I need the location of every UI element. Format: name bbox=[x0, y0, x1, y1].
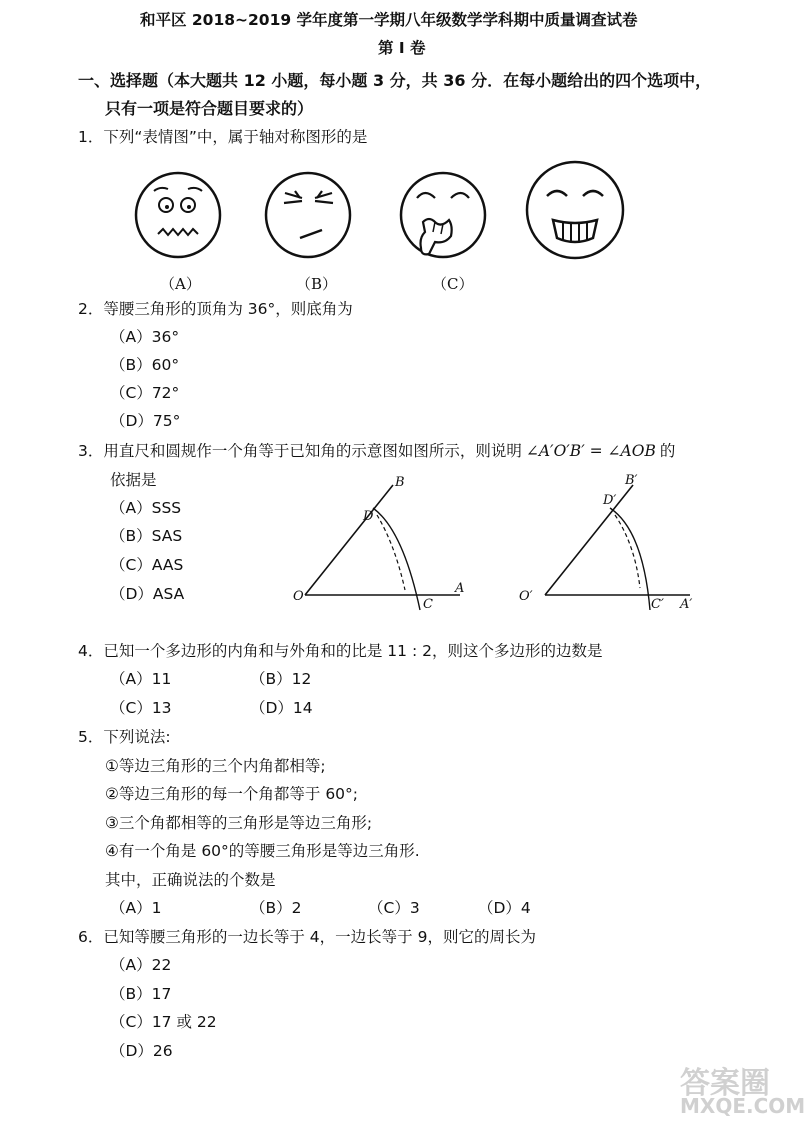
label-a: A bbox=[455, 581, 465, 596]
q5-option-c: （C）3 bbox=[368, 899, 420, 917]
q4-option-b: （B）12 bbox=[250, 670, 312, 688]
question-1-stem: 1．下列“表情图”中，属于轴对称图形的是 bbox=[78, 128, 368, 146]
q5-statement-3: ③三个角都相等的三角形是等边三角形; bbox=[105, 814, 373, 832]
q5-option-b: （B）2 bbox=[250, 899, 302, 917]
section-heading-line2: 只有一项是符合题目要求的） bbox=[105, 99, 314, 118]
question-6-stem: 6．已知等腰三角形的一边长等于 4，一边长等于 9，则它的周长为 bbox=[78, 928, 536, 946]
angle-aob-figure bbox=[293, 475, 464, 612]
q3-stem-math: ∠A′O′B′ = ∠AOB bbox=[525, 442, 656, 460]
question-5-stem: 5．下列说法: bbox=[78, 728, 171, 746]
watermark-url: MXQE.COM bbox=[680, 1094, 806, 1118]
squinting-face-icon bbox=[266, 173, 350, 257]
q5-option-a: （A）1 bbox=[110, 899, 162, 917]
q2-option-c: （C）72° bbox=[110, 384, 180, 402]
q1-caption-a: （A） bbox=[160, 275, 201, 293]
q4-option-c: （C）13 bbox=[110, 699, 172, 717]
q3-option-b: （B）SAS bbox=[110, 527, 183, 545]
q6-option-a: （A）22 bbox=[110, 956, 172, 974]
q4-option-a: （A）11 bbox=[110, 670, 172, 688]
question-2-stem: 2．等腰三角形的顶角为 36°，则底角为 bbox=[78, 300, 353, 318]
q1-caption-b: （B） bbox=[296, 275, 338, 293]
label-b: B bbox=[395, 475, 405, 490]
q4-option-d: （D）14 bbox=[250, 699, 313, 717]
worried-face-icon bbox=[136, 173, 220, 257]
label-d-prime: D′ bbox=[603, 493, 617, 508]
q6-option-b: （B）17 bbox=[110, 985, 172, 1003]
section-heading-line1: 一、选择题（本大题共 12 小题，每小题 3 分，共 36 分．在每小题给出的四个选项中， bbox=[78, 71, 712, 90]
q5-statement-1: ①等边三角形的三个内角都相等; bbox=[105, 757, 326, 775]
label-o: O bbox=[293, 589, 304, 604]
label-o-prime: O′ bbox=[519, 589, 533, 604]
label-b-prime: B′ bbox=[625, 473, 638, 488]
label-c-prime: C′ bbox=[651, 597, 664, 612]
q5-option-d: （D）4 bbox=[478, 899, 531, 917]
q5-statement-2: ②等边三角形的每一个角都等于 60°; bbox=[105, 785, 359, 803]
exam-title: 和平区 2018~2019 学年度第一学期八年级数学学科期中质量调查试卷 bbox=[140, 11, 638, 29]
q6-option-d: （D）26 bbox=[110, 1042, 173, 1060]
q1-caption-c: （C） bbox=[432, 275, 474, 293]
question-4-stem: 4．已知一个多边形的内角和与外角和的比是 11 : 2，则这个多边形的边数是 bbox=[78, 642, 603, 660]
q2-option-b: （B）60° bbox=[110, 356, 180, 374]
q3-stem-prefix: 3．用直尺和圆规作一个角等于已知角的示意图如图所示，则说明 bbox=[78, 442, 522, 460]
q6-option-c: （C）17 或 22 bbox=[110, 1013, 217, 1031]
label-c: C bbox=[423, 597, 433, 612]
q3-option-d: （D）ASA bbox=[110, 585, 185, 603]
q3-stem-suffix: 的 bbox=[659, 442, 676, 460]
grinning-face-icon bbox=[527, 162, 623, 258]
q5-statement-4: ④有一个角是 60°的等腰三角形是等边三角形. bbox=[105, 842, 420, 860]
q2-option-d: （D）75° bbox=[110, 412, 181, 430]
q2-option-a: （A）36° bbox=[110, 328, 180, 346]
watermark-logo: 答案圈 bbox=[680, 1066, 770, 1101]
q3-angle-figure bbox=[285, 470, 705, 620]
q3-option-c: （C）AAS bbox=[110, 556, 184, 574]
q1-faces-figure bbox=[130, 158, 630, 273]
angle-a-prime-o-prime-b-prime-figure bbox=[519, 473, 692, 612]
question-3-stem bbox=[78, 439, 675, 461]
laughing-face-icon bbox=[401, 173, 485, 257]
question-3-stem-line2: 依据是 bbox=[110, 471, 157, 489]
q5-question: 其中，正确说法的个数是 bbox=[105, 871, 276, 889]
q3-option-a: （A）SSS bbox=[110, 499, 182, 517]
volume-label: 第 I 卷 bbox=[378, 39, 426, 57]
label-d: D bbox=[363, 509, 374, 524]
label-a-prime: A′ bbox=[680, 597, 693, 612]
